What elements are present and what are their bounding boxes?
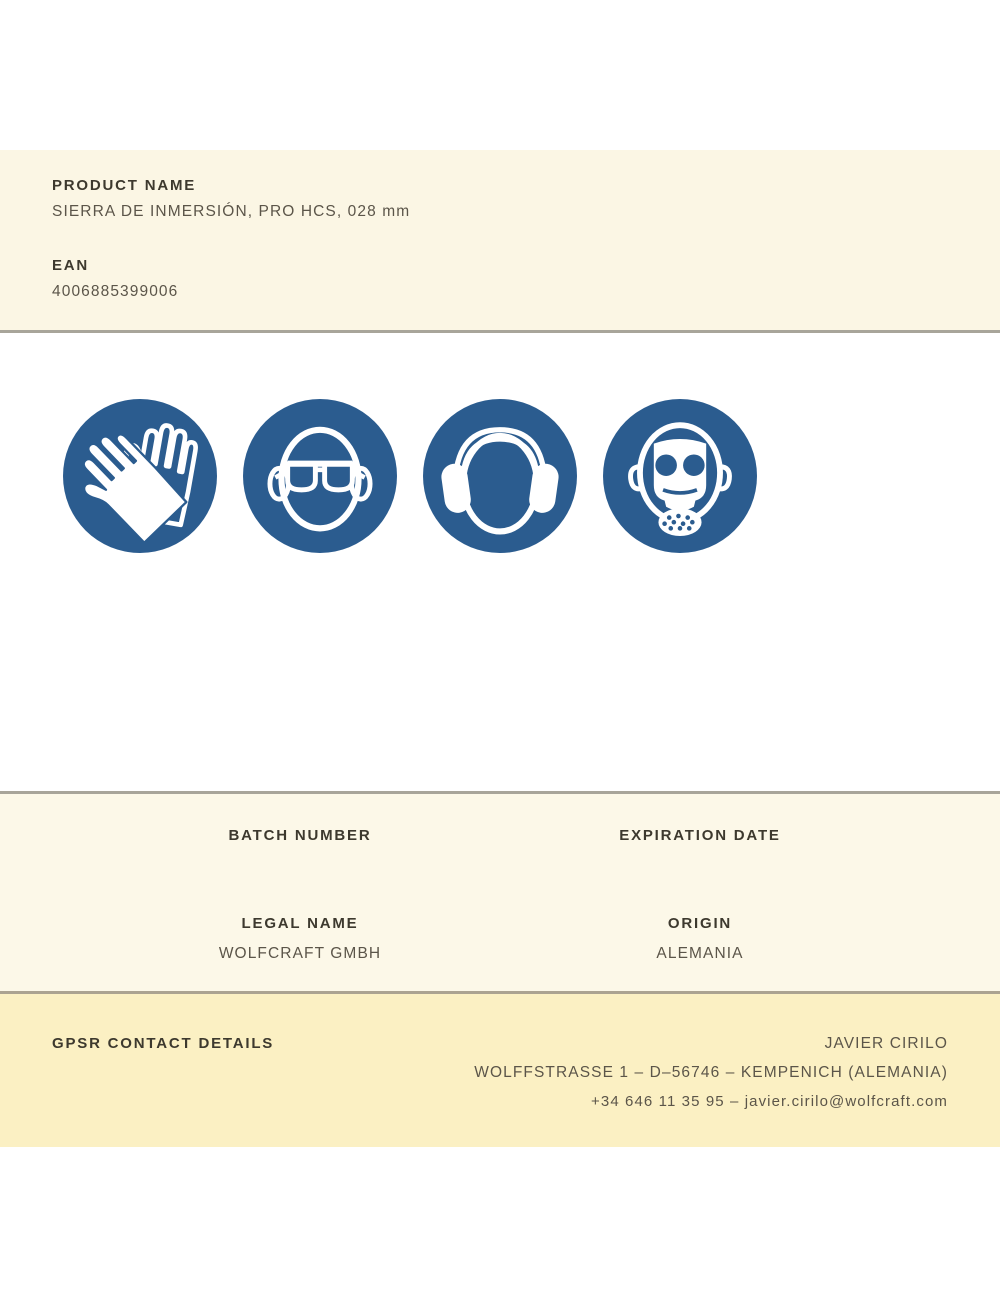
gpsr-contact-block [474, 1035, 948, 1121]
product-name-field [52, 177, 948, 221]
details-row-legal [100, 915, 900, 963]
expiration-date-field [500, 827, 900, 857]
origin-field [500, 915, 900, 963]
wear-eye-protection-icon [243, 399, 397, 553]
origin-value: ALEMANIA [656, 945, 744, 962]
wear-ear-protection-icon [423, 399, 577, 553]
batch-number-field [100, 827, 500, 857]
details-row-batch [100, 827, 900, 857]
legal-name-field [100, 915, 500, 963]
product-name-label: PRODUCT NAME [52, 177, 197, 194]
product-info-section [0, 150, 1000, 333]
gpsr-contact-label: GPSR CONTACT DETAILS [52, 1035, 275, 1052]
ean-value: 4006885399006 [52, 283, 179, 300]
legal-name-label: LEGAL NAME [241, 915, 359, 932]
wear-respiratory-protection-icon [603, 399, 757, 553]
legal-name-value: WOLFCRAFT GMBH [218, 945, 382, 962]
wear-protective-gloves-icon [63, 399, 217, 553]
contact-address: WOLFFSTRASSE 1 – D–56746 – KEMPENICH (ALEMANIA) [474, 1064, 948, 1081]
contact-person: JAVIER CIRILO [824, 1035, 948, 1052]
safety-icons-section [0, 336, 1000, 791]
contact-phone-email: +34 646 11 35 95 – javier.cirilo@wolfcraft.com [591, 1093, 948, 1110]
origin-label: ORIGIN [667, 915, 733, 932]
batch-number-label: BATCH NUMBER [228, 827, 372, 844]
product-name-value: SIERRA DE INMERSIÓN, PRO HCS, 028 mm [52, 203, 411, 220]
details-section [0, 791, 1000, 991]
safety-icons-row [0, 336, 1000, 553]
expiration-date-label: EXPIRATION DATE [619, 827, 781, 844]
gpsr-contact-section [0, 991, 1000, 1147]
ean-field [52, 257, 948, 301]
ean-label: EAN [52, 257, 90, 274]
